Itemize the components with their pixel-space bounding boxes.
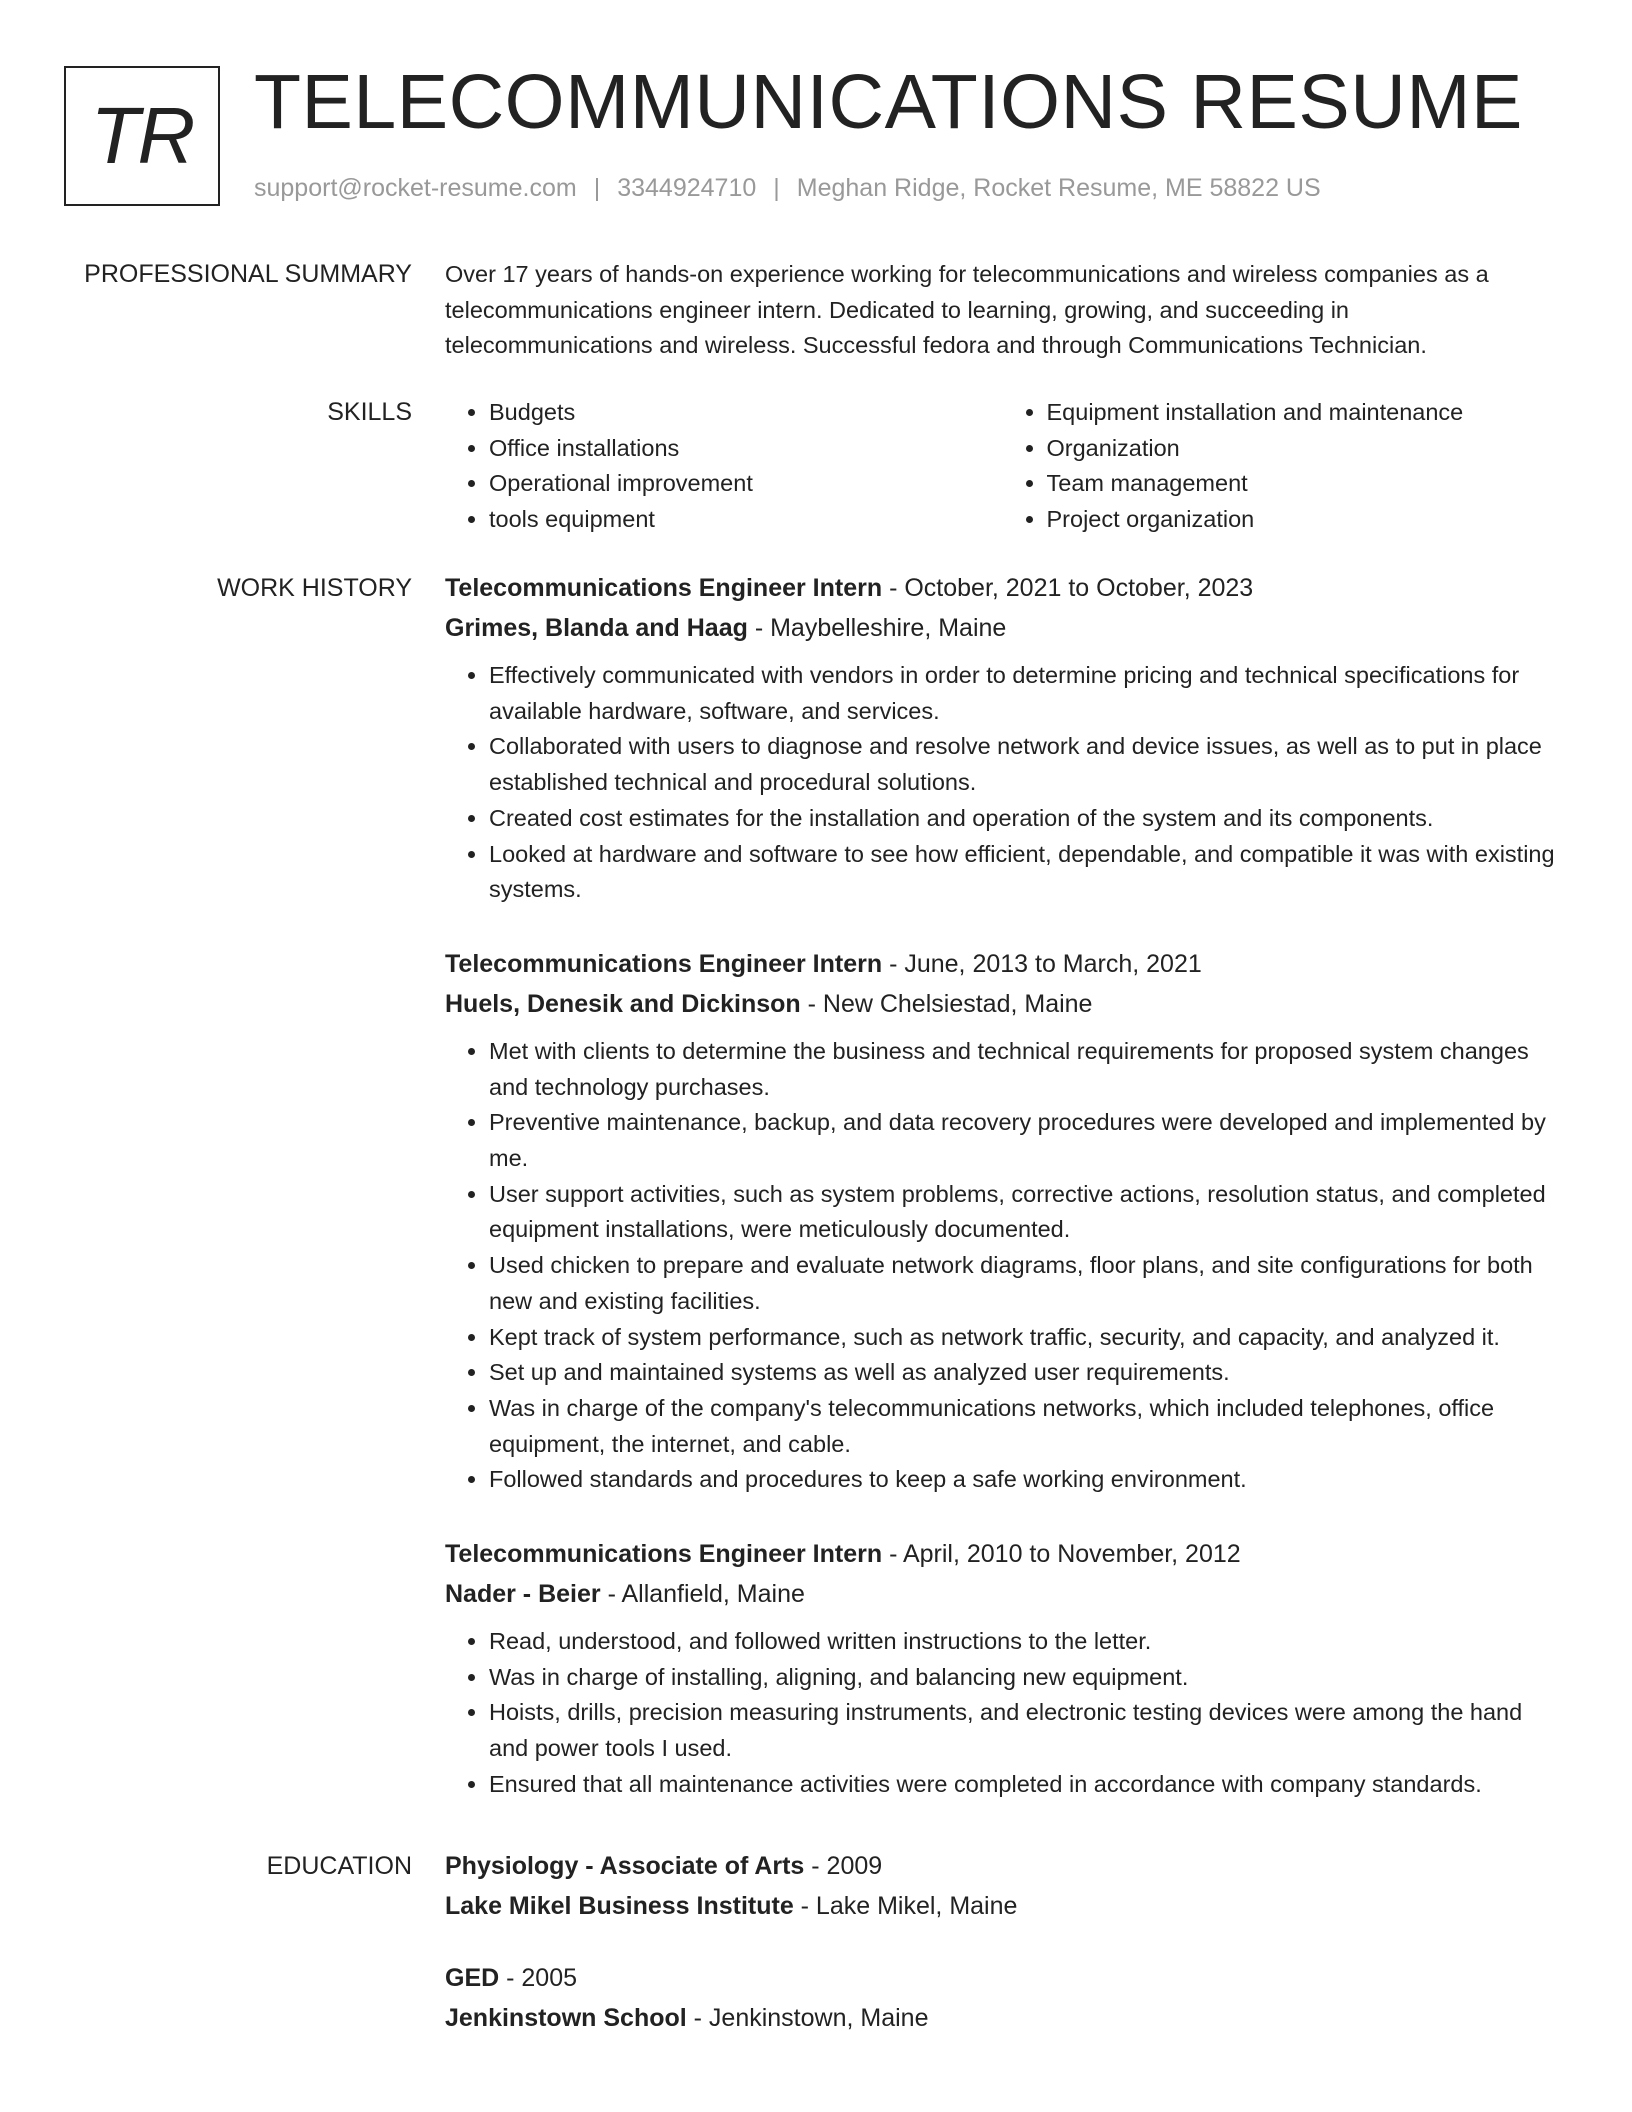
job-title-line	[445, 568, 1560, 608]
skill-item: • Equipment installation and maintenance	[1047, 395, 1561, 431]
contact-separator: |	[773, 174, 780, 202]
education-school-line	[445, 1886, 1560, 1926]
contact-email: support@rocket-resume.com	[254, 174, 577, 202]
job-bullet: • Was in charge of the company's telecommunications networks, which included telephones, office equipment, the internet, and cable.	[489, 1391, 1560, 1462]
job-bullets	[445, 658, 1560, 908]
skill-item: • Organization	[1047, 431, 1561, 467]
job-bullets	[445, 1624, 1560, 1803]
job-bullet: • Effectively communicated with vendors in order to determine pricing and technical specifications for available hardware, software, and services.	[489, 658, 1560, 729]
job-entry	[445, 568, 1560, 908]
job-bullet: • Kept track of system performance, such as network traffic, security, and capacity, and analyzed it.	[489, 1320, 1560, 1356]
job-company: Grimes, Blanda and Haag	[445, 614, 748, 642]
job-company: Nader - Beier	[445, 1580, 601, 1609]
work-history-body	[445, 568, 1560, 1839]
skill-item: • Office installations	[489, 431, 1003, 467]
job-title-line	[445, 1534, 1560, 1574]
job-company-line	[445, 984, 1560, 1024]
skill-item: • Budgets	[489, 395, 1003, 431]
monogram-badge: TR	[64, 66, 220, 206]
contact-separator: |	[593, 174, 601, 202]
job-title: Telecommunications Engineer Intern	[445, 949, 883, 978]
job-title: Telecommunications Engineer Intern	[445, 574, 883, 602]
education-entry	[445, 1846, 1560, 1926]
job-title: Telecommunications Engineer Intern	[445, 1540, 883, 1569]
section-label-skills: SKILLS	[327, 398, 412, 426]
job-bullet: • Ensured that all maintenance activities were completed in accordance with company standards.	[489, 1767, 1560, 1803]
summary-text: Over 17 years of hands-on experience working for telecommunications and wireless companies as a telecommunications engineer intern. Dedicated to learning, growing, and succeeding in telecommunications and wireless. Successful fedora and through Communications Technician.	[445, 261, 1489, 359]
education-school: Jenkinstown School	[445, 2004, 687, 2032]
education-school-line	[445, 1998, 1560, 2038]
job-bullet: • Looked at hardware and software to see how efficient, dependable, and compatible it was with existing systems.	[489, 837, 1560, 908]
skills-list-right	[1003, 395, 1561, 538]
job-bullet: • Was in charge of installing, aligning, and balancing new equipment.	[489, 1660, 1560, 1696]
skills-body	[445, 395, 1560, 538]
job-bullet: • User support activities, such as system problems, corrective actions, resolution status, and completed equipment installations, were meticulously documented.	[489, 1177, 1560, 1248]
job-bullet: • Hoists, drills, precision measuring instruments, and electronic testing devices were among the hand and power tools I used.	[489, 1695, 1560, 1766]
job-bullet: • Used chicken to prepare and evaluate network diagrams, floor plans, and site configurations for both new and existing facilities.	[489, 1248, 1560, 1319]
job-company: Huels, Denesik and Dickinson	[445, 989, 801, 1018]
education-year: - 2005	[499, 1964, 578, 1992]
section-label-summary: PROFESSIONAL SUMMARY	[84, 260, 412, 288]
skill-item: • tools equipment	[489, 502, 1003, 538]
job-dates: - October, 2021 to October, 2023	[882, 574, 1254, 602]
job-bullet: • Preventive maintenance, backup, and data recovery procedures were developed and implemented by me.	[489, 1105, 1560, 1176]
skill-item: • Operational improvement	[489, 466, 1003, 502]
job-bullet: • Set up and maintained systems as well as analyzed user requirements.	[489, 1355, 1560, 1391]
section-label-work-history: WORK HISTORY	[217, 574, 412, 602]
job-bullet: • Read, understood, and followed written instructions to the letter.	[489, 1624, 1560, 1660]
job-title-line	[445, 944, 1560, 984]
job-bullets	[445, 1034, 1560, 1498]
job-bullet: • Met with clients to determine the business and technical requirements for proposed system changes and technology purchases.	[489, 1034, 1560, 1105]
contact-line	[254, 174, 1321, 203]
job-company-line	[445, 608, 1560, 648]
job-location: - New Chelsiestad, Maine	[800, 989, 1093, 1018]
education-year: - 2009	[804, 1852, 883, 1880]
summary-body	[445, 257, 1560, 364]
skill-item: • Project organization	[1047, 502, 1561, 538]
education-location: - Jenkinstown, Maine	[686, 2004, 929, 2032]
education-degree: Physiology - Associate of Arts	[445, 1852, 805, 1880]
job-dates: - April, 2010 to November, 2012	[882, 1540, 1241, 1569]
job-entry	[445, 944, 1560, 1498]
education-degree-line	[445, 1846, 1560, 1886]
job-location: - Allanfield, Maine	[600, 1580, 805, 1609]
job-bullet: • Followed standards and procedures to keep a safe working environment.	[489, 1462, 1560, 1498]
resume-title: TELECOMMUNICATIONS RESUME	[254, 59, 1523, 145]
job-bullet: • Created cost estimates for the installation and operation of the system and its components.	[489, 801, 1560, 837]
contact-address: Meghan Ridge, Rocket Resume, ME 58822 US	[796, 174, 1321, 202]
education-degree-line	[445, 1958, 1560, 1998]
job-bullet: • Collaborated with users to diagnose and resolve network and device issues, as well as to put in place established technical and procedural solutions.	[489, 729, 1560, 800]
education-entry	[445, 1958, 1560, 2038]
skills-list-left	[445, 395, 1003, 538]
contact-phone: 3344924710	[617, 174, 757, 202]
education-location: - Lake Mikel, Maine	[793, 1892, 1018, 1920]
education-school: Lake Mikel Business Institute	[445, 1892, 794, 1920]
skill-item: • Team management	[1047, 466, 1561, 502]
job-entry	[445, 1534, 1560, 1803]
education-body	[445, 1846, 1560, 2070]
skills-columns	[445, 395, 1560, 538]
job-dates: - June, 2013 to March, 2021	[882, 949, 1202, 978]
section-label-education: EDUCATION	[266, 1852, 412, 1880]
job-location: - Maybelleshire, Maine	[747, 614, 1007, 642]
job-company-line	[445, 1574, 1560, 1614]
education-degree: GED	[445, 1964, 500, 1992]
